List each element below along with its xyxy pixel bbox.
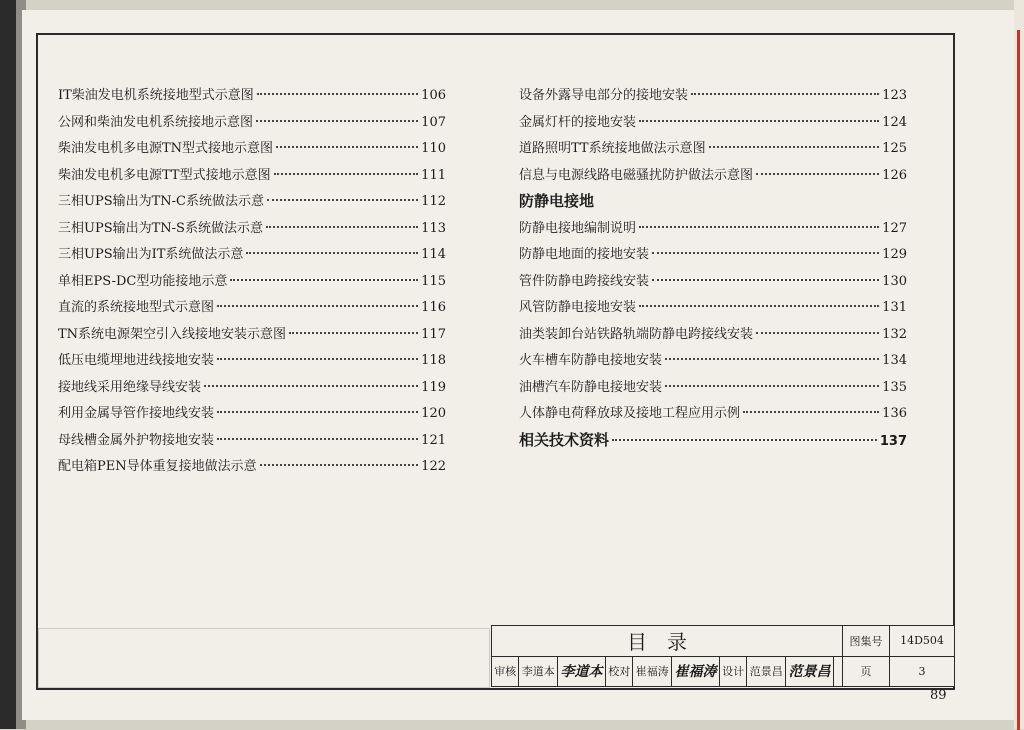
toc-entry bbox=[58, 217, 446, 244]
toc-entry bbox=[519, 270, 907, 297]
toc-entry-page: 132 bbox=[882, 326, 907, 342]
page-number: 89 bbox=[930, 688, 947, 703]
toc-leader-dots bbox=[204, 385, 418, 387]
toc-leader-dots bbox=[639, 305, 879, 307]
toc-entry-title: 配电箱PEN导体重复接地做法示意 bbox=[58, 459, 257, 474]
toc-entry bbox=[58, 296, 446, 323]
toc-entry-title: 金属灯杆的接地安装 bbox=[519, 114, 637, 130]
toc-entry bbox=[519, 137, 907, 164]
toc-entry bbox=[58, 137, 446, 164]
toc-entry-title: 三相UPS输出为TN-S系统做法示意 bbox=[58, 220, 263, 236]
toc-leader-dots bbox=[665, 385, 879, 387]
toc-entry-title: 防静电接地编制说明 bbox=[519, 220, 637, 236]
toc-section-heading bbox=[519, 429, 907, 456]
toc-entry-title: 直流的系统接地型式示意图 bbox=[58, 300, 215, 315]
toc-entry-page: 126 bbox=[882, 167, 907, 183]
toc-leader-dots bbox=[691, 93, 879, 95]
toc-entry-title: 母线槽金属外护物接地安装 bbox=[58, 432, 215, 448]
toc-entry-title: TN系统电源架空引入线接地安装示意图 bbox=[58, 326, 287, 342]
sheet-page: 3 bbox=[890, 656, 955, 687]
toc-leader-dots bbox=[665, 358, 879, 360]
toc-leader-dots bbox=[217, 438, 418, 440]
toc-entry bbox=[519, 323, 907, 350]
toc-entry-page: 111 bbox=[421, 167, 446, 183]
toc-leader-dots bbox=[756, 173, 879, 175]
toc-entry-page: 131 bbox=[882, 300, 907, 315]
toc-entry-page: 114 bbox=[421, 247, 446, 262]
designer-signature: 范景昌 bbox=[786, 656, 834, 687]
toc-entry bbox=[58, 323, 446, 350]
toc-entry-page: 121 bbox=[421, 432, 446, 448]
toc-entry-page: 110 bbox=[421, 141, 446, 156]
toc-leader-dots bbox=[230, 279, 418, 281]
toc-entry-title: 油类装卸台站铁路轨端防静电跨接线安装 bbox=[519, 326, 754, 342]
toc-entry-page: 124 bbox=[882, 114, 907, 130]
toc-entry-title: 相关技术资料 bbox=[519, 430, 610, 449]
toc-entry bbox=[58, 111, 446, 138]
toc-leader-dots bbox=[217, 411, 418, 413]
toc-entry-title: IT柴油发电机系统接地型式示意图 bbox=[58, 88, 254, 103]
toc-leader-dots bbox=[639, 226, 879, 228]
toc-entry-page: 115 bbox=[421, 273, 446, 289]
toc-entry-page: 106 bbox=[421, 88, 446, 103]
toc-leader-dots bbox=[612, 439, 877, 441]
toc-entry bbox=[519, 349, 907, 376]
toc-entry bbox=[519, 111, 907, 138]
toc-entry-title: 火车槽车防静电接地安装 bbox=[519, 353, 663, 368]
atlas-no: 14D504 bbox=[890, 626, 955, 657]
toc-entry bbox=[519, 296, 907, 323]
toc-entry-page: 122 bbox=[421, 459, 446, 474]
toc-right-column bbox=[519, 84, 907, 455]
toc-entry-title: 低压电缆埋地进线接地安装 bbox=[58, 353, 215, 368]
toc-section-heading bbox=[519, 190, 907, 217]
proof-label: 校对 bbox=[605, 656, 632, 687]
toc-entry-title: 柴油发电机多电源TT型式接地示意图 bbox=[58, 167, 271, 183]
proofer-signature: 崔福涛 bbox=[672, 656, 720, 687]
toc-entry-page: 125 bbox=[882, 141, 907, 156]
toc-entry bbox=[519, 164, 907, 191]
toc-entry-page: 123 bbox=[882, 88, 907, 103]
toc-entry-title: 三相UPS输出为TN-C系统做法示意 bbox=[58, 194, 264, 209]
toc-leader-dots bbox=[274, 173, 419, 175]
red-edge-mark bbox=[1017, 30, 1020, 730]
toc-leader-dots bbox=[276, 146, 418, 148]
toc-entry-title: 防静电地面的接地安装 bbox=[519, 247, 650, 262]
toc-entry-page: 134 bbox=[882, 353, 907, 368]
toc-entry bbox=[58, 402, 446, 429]
toc-entry-page: 130 bbox=[882, 273, 907, 289]
toc-entry-title: 道路照明TT系统接地做法示意图 bbox=[519, 141, 706, 156]
toc-entry bbox=[58, 164, 446, 191]
toc-leader-dots bbox=[756, 332, 879, 334]
toc-leader-dots bbox=[217, 358, 418, 360]
toc-leader-dots bbox=[639, 120, 879, 122]
toc-entry-title: 信息与电源线路电磁骚扰防护做法示意图 bbox=[519, 167, 754, 183]
toc-leader-dots bbox=[217, 305, 418, 307]
toc-leader-dots bbox=[257, 93, 418, 95]
toc-entry-page: 127 bbox=[882, 220, 907, 236]
title-block-title: 目录 bbox=[492, 626, 843, 657]
toc-entry bbox=[58, 243, 446, 270]
toc-left-column bbox=[58, 84, 446, 482]
toc-entry bbox=[519, 402, 907, 429]
toc-entry-title: 单相EPS-DC型功能接地示意 bbox=[58, 273, 228, 289]
toc-entry-page: 117 bbox=[421, 326, 446, 342]
toc-entry-title: 三相UPS输出为IT系统做法示意 bbox=[58, 247, 244, 262]
toc-entry-title: 油槽汽车防静电接地安装 bbox=[519, 379, 663, 395]
toc-entry-page: 107 bbox=[421, 114, 446, 130]
toc-entry-page: 120 bbox=[421, 406, 446, 421]
designer-name: 范景昌 bbox=[747, 656, 786, 687]
toc-entry-page: 135 bbox=[882, 379, 907, 395]
toc-entry bbox=[519, 376, 907, 403]
toc-entry-page: 129 bbox=[882, 247, 907, 262]
toc-entry-title: 利用金属导管作接地线安装 bbox=[58, 406, 215, 421]
toc-entry bbox=[58, 429, 446, 456]
toc-entry-page: 112 bbox=[421, 194, 446, 209]
toc-leader-dots bbox=[652, 252, 879, 254]
toc-entry bbox=[58, 84, 446, 111]
toc-entry-page: 113 bbox=[421, 220, 446, 236]
toc-leader-dots bbox=[652, 279, 879, 281]
title-block bbox=[491, 625, 955, 687]
toc-entry-title: 柴油发电机多电源TN型式接地示意图 bbox=[58, 141, 274, 156]
reviewer-name: 李道本 bbox=[519, 656, 558, 687]
toc-entry-title: 公网和柴油发电机系统接地示意图 bbox=[58, 114, 254, 130]
toc-entry bbox=[519, 243, 907, 270]
toc-leader-dots bbox=[260, 464, 419, 466]
book-binding bbox=[0, 0, 16, 729]
toc-leader-dots bbox=[743, 411, 879, 413]
toc-entry-title: 设备外露导电部分的接地安装 bbox=[519, 88, 689, 103]
toc-leader-dots bbox=[266, 226, 418, 228]
toc-leader-dots bbox=[289, 332, 418, 334]
toc-leader-dots bbox=[246, 252, 418, 254]
page-label: 页 bbox=[843, 656, 890, 687]
toc-leader-dots bbox=[267, 199, 418, 201]
toc-entry-page: 116 bbox=[421, 300, 446, 315]
toc-entry-page: 137 bbox=[879, 433, 907, 449]
review-label: 审核 bbox=[492, 656, 519, 687]
proofer-name: 崔福涛 bbox=[633, 656, 672, 687]
toc-entry-page: 136 bbox=[882, 406, 907, 421]
bleed-through-title-block bbox=[38, 628, 490, 688]
toc-entry-title: 接地线采用绝缘导线安装 bbox=[58, 379, 202, 395]
toc-entry bbox=[58, 270, 446, 297]
toc-entry-title: 风管防静电接地安装 bbox=[519, 300, 637, 315]
toc-entry-page: 118 bbox=[421, 353, 446, 368]
toc-entry bbox=[58, 349, 446, 376]
toc-entry bbox=[58, 455, 446, 482]
toc-entry bbox=[519, 217, 907, 244]
toc-leader-dots bbox=[709, 146, 880, 148]
toc-entry bbox=[519, 84, 907, 111]
atlas-no-label: 图集号 bbox=[843, 626, 890, 657]
toc-entry bbox=[58, 376, 446, 403]
toc-entry-title: 人体静电荷释放球及接地工程应用示例 bbox=[519, 406, 741, 421]
toc-entry-title: 防静电接地 bbox=[519, 192, 595, 210]
toc-entry-page: 119 bbox=[421, 379, 446, 395]
design-label: 设计 bbox=[719, 656, 746, 687]
spacer-cell bbox=[834, 656, 843, 687]
reviewer-signature: 李道本 bbox=[558, 656, 606, 687]
toc-entry bbox=[58, 190, 446, 217]
toc-leader-dots bbox=[256, 120, 418, 122]
toc-entry-title: 管件防静电跨接线安装 bbox=[519, 273, 650, 289]
